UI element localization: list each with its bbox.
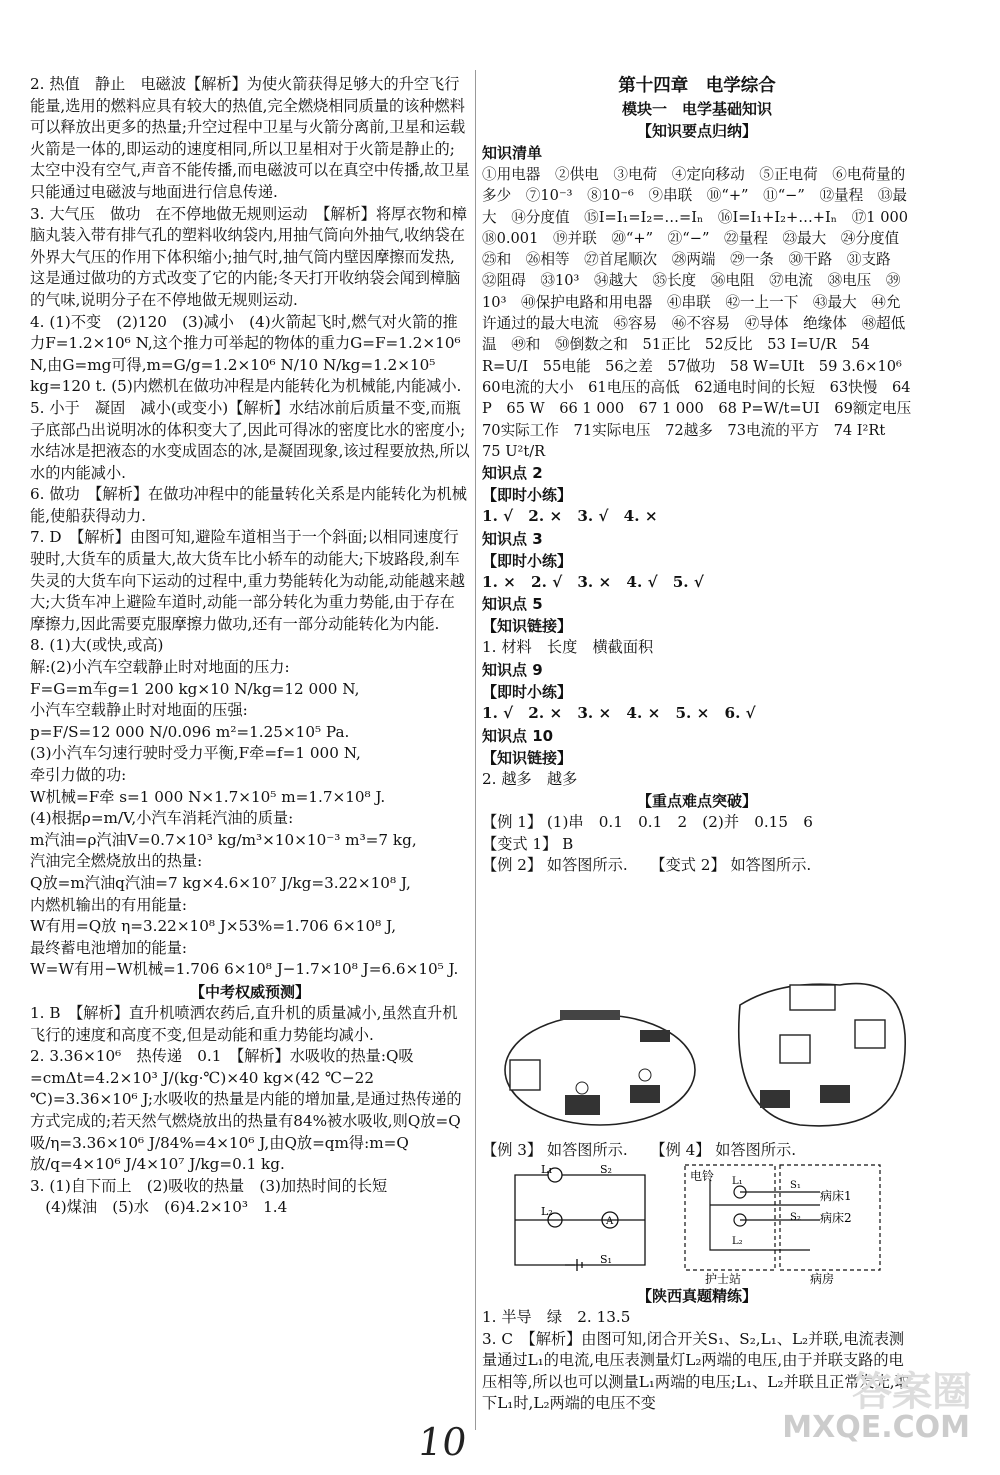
right-column-lower xyxy=(482,1140,912,1162)
page-number: 10 xyxy=(414,1420,470,1464)
schematic-example-4 xyxy=(680,1160,890,1285)
svg-text:L₁: L₁ xyxy=(732,1176,743,1187)
link-header-1: 【知识链接】 xyxy=(482,617,573,636)
shaanxi-header: 【陕西真题精练】 xyxy=(636,1287,757,1305)
nurse-station-label: 护士站 xyxy=(705,1272,742,1285)
answer-8: 8. (1)大(或快,或高) 解:(2)小汽车空载静止时对地面的压力: F=G=m车g=1 200 kg×10 N/kg=12 000 N, 小汽车空载静止时对地面的压强: p=F/S=12 000 N/0.096 m²=1.25×10⁵ Pa. (3)小汽车匀速行驶时受力平衡,F牵=f=1 000 N, 牵引力做的功: W机械=F牵 s=1 000 N×1.7×10⁵ m=1.7×10⁸ J. (4)根据ρ=m/V,小汽车消耗汽油的质量: m汽油=ρ汽油V=0.7×10³ kg/m³×10×10⁻³ m³=7 kg, 汽油完全燃烧放出的热量: Q放=m汽油q汽油=7 kg×4.6×10⁷ J/kg=3.22×10⁸ J, 内燃机输出的有用能量: W有用=Q放 η=3.22×10⁸ J×53%=1.706 6×10⁸ J, 最终蓄电池增加的能量: W=W有用−W机械=1.706 6×10⁸ J−1.7×10⁸ J=6.6×10⁵ J. xyxy=(30,636,459,979)
summary-header: 【知识要点归纳】 xyxy=(636,122,757,140)
answer-3: 3. 大气压 做功 在不停地做无规则运动 【解析】将厚衣物和樟脑丸装入带有排气孔的塑料收纳袋内,用抽气筒向外抽气,收纳袋在外界大气压的作用下体积缩小;抽气时,抽气筒内壁因摩擦而发热,这是通过做功的方式改变了它的内能;冬天打开收纳袋会闻到樟脑的气味,说明分子在不停地做无规则运动. xyxy=(30,204,467,309)
answer-5: 5. 小于 凝固 减小(或变小)【解析】水结冰前后质量不变,而瓶子底部凸出说明冰的体积变大了,因此可得冰的密度比水的密度小;水结冰是把液态的水变成固态的冰,是凝固现象,该过程要放热,所以水的内能减小. xyxy=(30,398,470,482)
bell-label: 电铃 xyxy=(690,1169,715,1183)
kp2-title: 知识点 2 xyxy=(482,464,543,483)
kp5-title: 知识点 5 xyxy=(482,595,543,614)
knowledge-list: ①用电器 ②供电 ③电荷 ④定向移动 ⑤正电荷 ⑥电荷量的多少 ⑦10⁻³ ⑧10⁻⁶ ⑨串联 ⑩“+” ⑪“−” ⑫量程 ⑬最大 ⑭分度值 ⑮I=I₁=I₂=…=Iₙ ⑯I=I₁+I₂+…+Iₙ ⑰1 000 ⑱0.001 ⑲并联 ⑳“+” ㉑“−” ㉒量程 ㉓最大 ㉔分度值 ㉕和 ㉖相等 ㉗首尾顺次 ㉘两端 ㉙一条 ㉚干路 ㉛支路 ㉜阻碍 ㉝10³ ㉞越大 ㉟长度 ㊱电阻 ㊲电流 ㊳电压 ㊴10³ ㊵保护电路和用电器 ㊶串联 ㊷一上一下 ㊸最大 ㊹允许通过的最大电流 ㊺容易 ㊻不容易 ㊼导体 绝缘体 ㊽超低温 ㊾和 ㊿倒数之和 51正比 52反比 53 I=U/R 54 R=U/I 55电能 56之差 57做功 58 W=UIt 59 3.6×10⁶ 60电流的大小 61电压的高低 62通电时间的长短 63快慢 64 P 65 W 66 1 000 67 1 000 68 P=W/t=UI 69额定电压 70实际工作 71实际电压 72越多 73电流的平方 74 I²Rt 75 U²t/R xyxy=(482,166,926,460)
circuit-figure-example-2 xyxy=(500,1000,700,1130)
right-column-bottom xyxy=(482,1285,912,1415)
prediction-2: 2. 3.36×10⁶ 热传递 0.1 【解析】水吸收的热量:Q吸=cmΔt=4.2×10³ J/(kg·℃)×40 kg×(42 ℃−22 ℃)=3.36×10⁶ J;水吸收的热量是内能的增加量,是通过热传递的方式完成的;若天然气燃烧放出的热量有84%被水吸收,则Q放=Q吸/η=3.36×10⁶ J/84%=4×10⁶ J,由Q放=qm得:m=Q放/q=4×10⁶ J/4×10⁷ J/kg=0.1 kg. xyxy=(30,1047,462,1174)
shaanxi-answer-3: 3. C 【解析】由图可知,闭合开关S₁、S₂,L₁、L₂并联,电流表测量通过L₁的电流,电压表测量灯L₂两端的电压,由于并联支路的电压相等,所以也可以测量L₁两端的电压;L₁、L₂并联且正常发光,取下L₁时,L₂两端的电压不变 xyxy=(482,1329,910,1413)
example-1: 【例 1】 (1)串 0.1 0.1 2 (2)并 0.15 6 xyxy=(482,813,813,832)
kp10-answers: 2. 越多 越多 xyxy=(482,769,578,788)
example-3-4: 【例 3】 如答图所示. 【例 4】 如答图所示. xyxy=(482,1141,797,1159)
kp2-answers: 1. √ 2. × 3. √ 4. × xyxy=(482,507,658,526)
svg-text:S₁: S₁ xyxy=(600,1253,612,1266)
module-title: 模块一 电学基础知识 xyxy=(621,100,772,118)
example-2: 【例 2】 如答图所示. 【变式 2】 如答图所示. xyxy=(482,856,812,875)
shaanxi-answers-1-2: 1. 半导 绿 2. 13.5 xyxy=(482,1308,631,1326)
watermark-logo: 答案圈 xyxy=(852,1369,972,1415)
quick-header-2: 【即时小练】 xyxy=(482,551,573,570)
column-divider xyxy=(475,70,476,1430)
quick-header-1: 【即时小练】 xyxy=(482,486,573,505)
svg-text:S₂: S₂ xyxy=(600,1165,612,1176)
ward-label: 病房 xyxy=(810,1272,835,1285)
svg-text:L₂: L₂ xyxy=(541,1205,553,1218)
prediction-1: 1. B 【解析】直升机喷洒农药后,直升机的质量减小,虽然直升机飞行的速度和高度不变,但是动能和重力势能均减小. xyxy=(30,1003,458,1044)
answer-2: 2. 热值 静止 电磁波【解析】为使火箭获得足够大的升空飞行能量,选用的燃料应具有较大的热值,完全燃烧相同质量的该种燃料可以释放出更多的热量;升空过程中卫星与火箭分离前,卫星和运载火箭是一体的,即运动的速度相同,所以卫星相对于火箭是静止的;太空中没有空气,声音不能传播,而电磁波可以在真空中传播,故卫星只能通过电磁波与地面进行信息传递. xyxy=(30,75,470,201)
right-column xyxy=(482,74,926,877)
bed1-label: 病床1 xyxy=(820,1189,852,1203)
quick-header-3: 【即时小练】 xyxy=(482,682,573,701)
answer-6: 6. 做功 【解析】在做功冲程中的能量转化关系是内能转化为机械能,使船获得动力. xyxy=(30,485,467,525)
svg-text:S₁: S₁ xyxy=(790,1180,801,1191)
svg-text:L₂: L₂ xyxy=(732,1236,743,1247)
link-header-2: 【知识链接】 xyxy=(482,748,573,767)
schematic-example-3 xyxy=(505,1165,655,1280)
focus-header: 【重点难点突破】 xyxy=(636,792,757,811)
kp9-title: 知识点 9 xyxy=(482,660,543,679)
kp3-title: 知识点 3 xyxy=(482,529,543,548)
kp9-answers: 1. √ 2. × 3. × 4. × 5. × 6. √ xyxy=(482,703,756,722)
svg-text:L₁: L₁ xyxy=(541,1165,553,1176)
kp10-title: 知识点 10 xyxy=(482,726,554,745)
svg-text:A: A xyxy=(606,1216,614,1227)
variant-1: 【变式 1】 B xyxy=(482,834,574,853)
section-prediction: 【中考权威预测】 xyxy=(189,982,310,1001)
prediction-3: 3. (1)自下而上 (2)吸收的热量 (3)加热时间的长短 (4)煤油 (5)水 (6)4.2×10³ 1.4 xyxy=(30,1176,388,1217)
svg-text:S₂: S₂ xyxy=(790,1212,801,1223)
watermark-url: MXQE.COM xyxy=(782,1410,970,1445)
chapter-title: 第十四章 电学综合 xyxy=(618,76,776,96)
list-title: 知识清单 xyxy=(482,144,543,162)
circuit-figure-variant-2 xyxy=(720,975,920,1135)
kp5-answers: 1. 材料 长度 横截面积 xyxy=(482,638,654,657)
bed2-label: 病床2 xyxy=(820,1211,852,1225)
left-column xyxy=(30,74,470,1219)
answer-4: 4. (1)不变 (2)120 (3)减小 (4)火箭起飞时,燃气对火箭的推力F=1.2×10⁶ N,这个推力可举起的物体的重力G=F=1.2×10⁶ N,由G=mg可得,m=G/g=1.2×10⁶ N/10 N/kg=1.2×10⁵ kg=120 t. (5)内燃机在做功冲程是内能转化为机械能,内能减小. xyxy=(30,312,466,396)
kp3-answers: 1. × 2. √ 3. × 4. √ 5. √ xyxy=(482,572,704,591)
answer-7: 7. D 【解析】由图可知,避险车道相当于一个斜面;以相同速度行驶时,大货车的质量大,故大货车比小轿车的动能大;下坡路段,刹车失灵的大货车向下运动的过程中,重力势能转化为动能,动能越来越大;大货车冲上避险车道时,动能一部分转化为重力势能,由于存在摩擦力,因此需要克服摩擦力做功,还有一部分动能转化为内能. xyxy=(30,528,465,633)
